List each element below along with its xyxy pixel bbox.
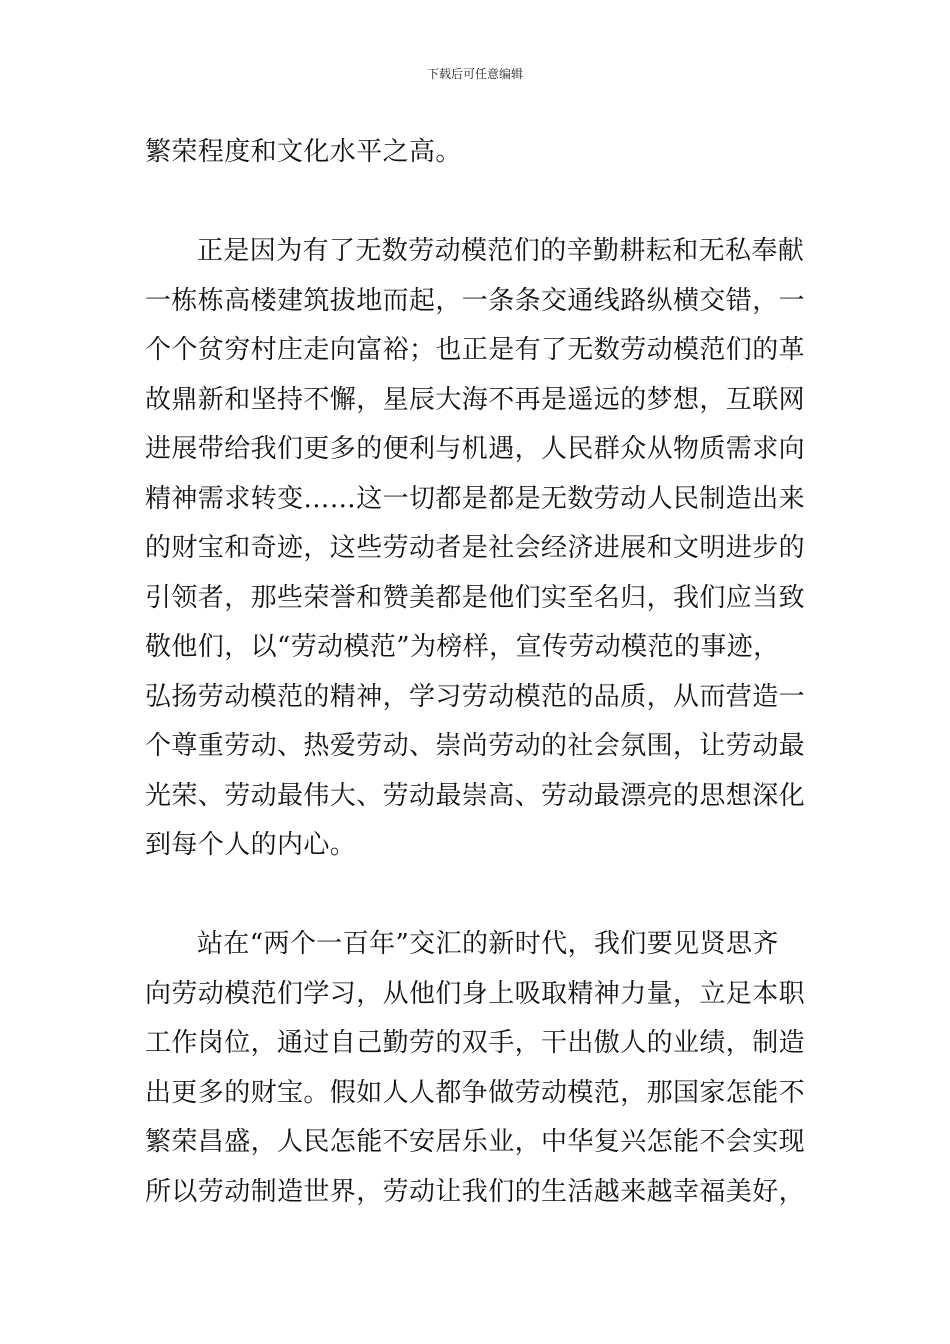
paragraph-gap <box>145 871 817 921</box>
paragraph-line: 故鼎新和坚持不懈，星辰大海不再是遥远的梦想，互联网 <box>145 384 806 415</box>
paragraph-line: 繁荣程度和文化水平之高。 <box>145 137 462 167</box>
page-header: 下载后可任意编辑 <box>426 67 523 81</box>
paragraph-line: 进展带给我们更多的便利与机遇，人民群众从物质需求向 <box>145 434 806 464</box>
paragraph-line: 到每个人的内心。 <box>145 830 357 860</box>
paragraph-line: 个个贫穷村庄走向富裕；也正是有了无数劳动模范们的革 <box>145 335 806 365</box>
paragraph-line: 繁荣昌盛，人民怎能不安居乐业，中华复兴怎能不会实现 <box>145 1127 806 1157</box>
body-text <box>145 128 817 1217</box>
paragraph-line: 弘扬劳动模范的精神，学习劳动模范的品质，从而营造一 <box>145 681 806 712</box>
paragraph-line: 引领者，那些荣誉和赞美都是他们实至名归，我们应当致 <box>145 582 806 613</box>
paragraph-first-line: 正是因为有了无数劳动模范们的辛勤耕耘和无私奉献 <box>197 236 805 266</box>
paragraph-line: 工作岗位，通过自己勤劳的双手，干出傲人的业绩，制造 <box>145 1028 806 1058</box>
paragraph-line: 一栋栋高楼建筑拔地而起，一条条交通线路纵横交错，一 <box>145 285 806 316</box>
paragraph-first-line: 站在“两个一百年”交汇的新时代，我们要见贤思齐 <box>197 929 779 959</box>
paragraph-line: 所以劳动制造世界，劳动让我们的生活越来越幸福美好， <box>145 1176 806 1207</box>
paragraph-line: 光荣、劳动最伟大、劳动最崇高、劳动最漂亮的思想深化 <box>145 780 806 811</box>
paragraph-line: 个尊重劳动、热爱劳动、崇尚劳动的社会氛围，让劳动最 <box>145 731 806 761</box>
paragraph-line: 向劳动模范们学习，从他们身上吸取精神力量，立足本职 <box>145 978 806 1009</box>
paragraph-line: 的财宝和奇迹，这些劳动者是社会经济进展和文明进步的 <box>145 533 806 563</box>
paragraph-line: 出更多的财宝。假如人人都争做劳动模范，那国家怎能不 <box>145 1077 806 1108</box>
paragraph-line: 敬他们，以“劳动模范”为榜样，宣传劳动模范的事迹， <box>145 632 780 662</box>
paragraph-line: 精神需求转变……这一切都是都是无数劳动人民制造出来 <box>145 483 806 514</box>
paragraph-gap <box>145 178 817 228</box>
